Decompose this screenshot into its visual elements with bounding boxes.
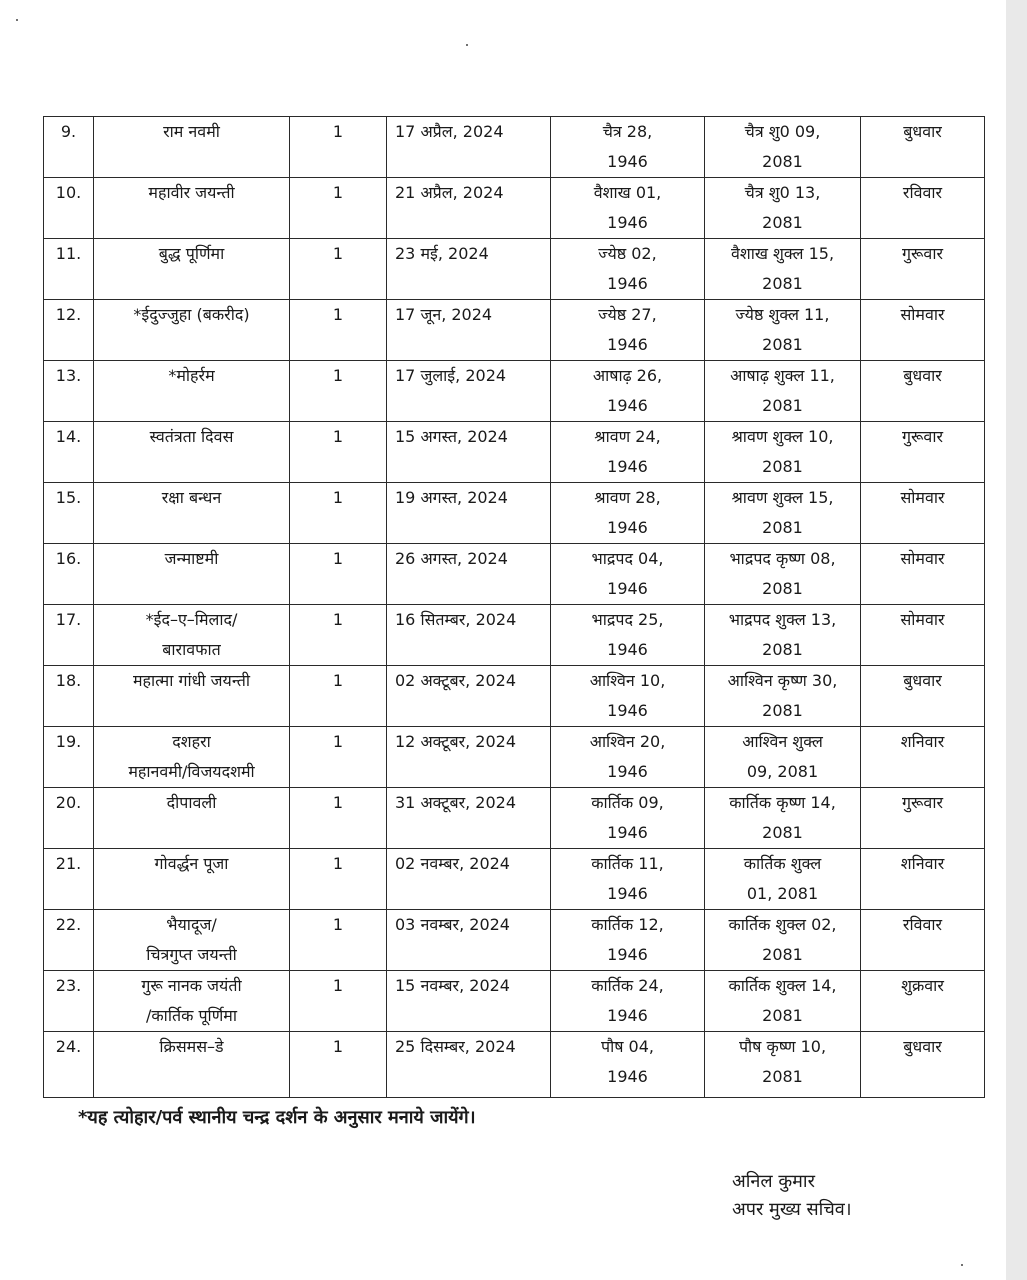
holiday-name-line: गुरू नानक जयंती (141, 976, 242, 995)
shaka-date-cell (551, 483, 705, 544)
serial-number-cell: 21. (44, 849, 94, 910)
vikram-samvat-line: 2081 (762, 579, 803, 598)
shaka-date-line: कार्तिक 12, (591, 915, 664, 934)
signatory-designation: अपर मुख्य सचिव। (732, 1199, 852, 1220)
days-count-cell: 1 (290, 422, 387, 483)
days-count-cell: 1 (290, 1032, 387, 1098)
shaka-date-line: आश्विन 20, (589, 732, 666, 751)
date-cell: 17 जुलाई, 2024 (387, 361, 551, 422)
vikram-samvat-cell (705, 849, 861, 910)
date-cell: 23 मई, 2024 (387, 239, 551, 300)
table-row (44, 910, 985, 971)
holiday-name-cell (94, 910, 290, 971)
vikram-samvat-cell (705, 422, 861, 483)
date-cell: 25 दिसम्बर, 2024 (387, 1032, 551, 1098)
holiday-name-line: /कार्तिक पूर्णिमा (146, 1006, 237, 1025)
holiday-name-cell (94, 544, 290, 605)
shaka-date-line: भाद्रपद 25, (591, 610, 664, 629)
vikram-samvat-cell (705, 239, 861, 300)
shaka-date-line: भाद्रपद 04, (591, 549, 664, 568)
table-row (44, 483, 985, 544)
shaka-date-line: श्रावण 24, (594, 427, 661, 446)
holiday-name-line: भैयादूज/ (166, 915, 217, 934)
days-count-cell: 1 (290, 910, 387, 971)
holiday-name-cell (94, 727, 290, 788)
vikram-samvat-line: 2081 (762, 396, 803, 415)
shaka-date-line: कार्तिक 09, (591, 793, 664, 812)
holiday-name-line: चित्रगुप्त जयन्ती (146, 945, 237, 964)
holiday-name-cell (94, 422, 290, 483)
vikram-samvat-line: 2081 (762, 701, 803, 720)
vikram-samvat-line: 2081 (762, 457, 803, 476)
date-cell: 12 अक्टूबर, 2024 (387, 727, 551, 788)
shaka-date-line: 1946 (607, 701, 648, 720)
shaka-date-cell (551, 971, 705, 1032)
shaka-date-line: चैत्र 28, (602, 122, 653, 141)
shaka-date-cell (551, 239, 705, 300)
serial-number-cell: 11. (44, 239, 94, 300)
vikram-samvat-line: चैत्र शु0 13, (744, 183, 821, 202)
weekday-cell: गुरूवार (861, 788, 985, 849)
table-row (44, 117, 985, 178)
vikram-samvat-line: श्रावण शुक्ल 15, (731, 488, 834, 507)
holiday-name-line: *ईदुज्जुहा (बकरीद) (133, 305, 250, 324)
vikram-samvat-line: 2081 (762, 1067, 803, 1086)
shaka-date-line: 1946 (607, 945, 648, 964)
table-row (44, 727, 985, 788)
vikram-samvat-cell (705, 727, 861, 788)
scan-speck (16, 19, 18, 21)
table-row (44, 849, 985, 910)
holiday-name-line: महानवमी/विजयदशमी (128, 762, 255, 781)
weekday-cell: रविवार (861, 178, 985, 239)
holiday-name-line: दीपावली (166, 793, 217, 812)
holiday-table (43, 116, 985, 1098)
vikram-samvat-line: 2081 (762, 823, 803, 842)
shaka-date-cell (551, 422, 705, 483)
vikram-samvat-cell (705, 483, 861, 544)
serial-number-cell: 12. (44, 300, 94, 361)
holiday-name-cell (94, 361, 290, 422)
serial-number-cell: 15. (44, 483, 94, 544)
vikram-samvat-line: 2081 (762, 152, 803, 171)
vikram-samvat-cell (705, 971, 861, 1032)
days-count-cell: 1 (290, 971, 387, 1032)
weekday-cell: शनिवार (861, 849, 985, 910)
days-count-cell: 1 (290, 300, 387, 361)
vikram-samvat-cell (705, 605, 861, 666)
footnote: *यह त्योहार/पर्व स्थानीय चन्द्र दर्शन के अनुसार मनाये जायेंगे। (78, 1107, 476, 1128)
shaka-date-cell (551, 361, 705, 422)
shaka-date-cell (551, 1032, 705, 1098)
table-row (44, 422, 985, 483)
vikram-samvat-line: आश्विन कृष्ण 30, (727, 671, 838, 690)
vikram-samvat-line: 2081 (762, 335, 803, 354)
date-cell: 15 नवम्बर, 2024 (387, 971, 551, 1032)
serial-number-cell: 10. (44, 178, 94, 239)
serial-number-cell: 18. (44, 666, 94, 727)
vikram-samvat-line: चैत्र शु0 09, (744, 122, 821, 141)
shaka-date-line: 1946 (607, 213, 648, 232)
signatory-block (732, 1168, 852, 1224)
holiday-name-line: बुद्ध पूर्णिमा (158, 244, 225, 263)
vikram-samvat-line: 2081 (762, 213, 803, 232)
shaka-date-cell (551, 544, 705, 605)
vikram-samvat-line: वैशाख शुक्ल 15, (730, 244, 835, 263)
shaka-date-line: 1946 (607, 1006, 648, 1025)
vikram-samvat-line: 09, 2081 (746, 762, 819, 781)
shaka-date-line: पौष 04, (600, 1037, 654, 1056)
shaka-date-line: 1946 (607, 823, 648, 842)
holiday-name-line: रक्षा बन्धन (161, 488, 222, 507)
holiday-name-line: महात्मा गांधी जयन्ती (132, 671, 251, 690)
holiday-name-line: *मोहर्रम (168, 366, 215, 385)
serial-number-cell: 20. (44, 788, 94, 849)
holiday-name-cell (94, 483, 290, 544)
shaka-date-line: ज्येष्ठ 02, (598, 244, 657, 263)
vikram-samvat-cell (705, 666, 861, 727)
holiday-name-cell (94, 239, 290, 300)
date-cell: 16 सितम्बर, 2024 (387, 605, 551, 666)
vikram-samvat-line: कार्तिक शुक्ल (743, 854, 822, 873)
vikram-samvat-cell (705, 1032, 861, 1098)
holiday-name-line: राम नवमी (163, 122, 220, 141)
table-row (44, 544, 985, 605)
holiday-name-cell (94, 849, 290, 910)
shaka-date-line: ज्येष्ठ 27, (598, 305, 657, 324)
vikram-samvat-line: श्रावण शुक्ल 10, (731, 427, 834, 446)
vikram-samvat-line: पौष कृष्ण 10, (738, 1037, 827, 1056)
shaka-date-line: 1946 (607, 762, 648, 781)
shaka-date-cell (551, 178, 705, 239)
shaka-date-line: 1946 (607, 457, 648, 476)
shaka-date-line: 1946 (607, 274, 648, 293)
vikram-samvat-line: 2081 (762, 1006, 803, 1025)
weekday-cell: सोमवार (861, 544, 985, 605)
shaka-date-line: 1946 (607, 396, 648, 415)
days-count-cell: 1 (290, 239, 387, 300)
table-row (44, 178, 985, 239)
shaka-date-line: 1946 (607, 152, 648, 171)
shaka-date-cell (551, 849, 705, 910)
vikram-samvat-line: भाद्रपद कृष्ण 08, (729, 549, 836, 568)
holiday-name-cell (94, 666, 290, 727)
vikram-samvat-line: ज्येष्ठ शुक्ल 11, (735, 305, 830, 324)
shaka-date-cell (551, 605, 705, 666)
vikram-samvat-cell (705, 910, 861, 971)
shaka-date-line: वैशाख 01, (593, 183, 662, 202)
date-cell: 02 अक्टूबर, 2024 (387, 666, 551, 727)
vikram-samvat-line: कार्तिक शुक्ल 14, (728, 976, 837, 995)
date-cell: 03 नवम्बर, 2024 (387, 910, 551, 971)
vikram-samvat-cell (705, 544, 861, 605)
shaka-date-cell (551, 788, 705, 849)
weekday-cell: शुक्रवार (861, 971, 985, 1032)
vikram-samvat-line: 2081 (762, 640, 803, 659)
table-row (44, 605, 985, 666)
shaka-date-line: 1946 (607, 518, 648, 537)
shaka-date-line: कार्तिक 11, (591, 854, 664, 873)
table-row (44, 239, 985, 300)
holiday-name-cell (94, 788, 290, 849)
shaka-date-cell (551, 910, 705, 971)
holiday-table-body (44, 117, 985, 1098)
shaka-date-cell (551, 666, 705, 727)
holiday-name-cell (94, 971, 290, 1032)
vikram-samvat-line: आश्विन शुक्ल (742, 732, 823, 751)
date-cell: 02 नवम्बर, 2024 (387, 849, 551, 910)
vikram-samvat-cell (705, 117, 861, 178)
serial-number-cell: 9. (44, 117, 94, 178)
holiday-name-cell (94, 605, 290, 666)
vikram-samvat-line: भाद्रपद शुक्ल 13, (728, 610, 837, 629)
holiday-name-line: महावीर जयन्ती (148, 183, 235, 202)
serial-number-cell: 23. (44, 971, 94, 1032)
days-count-cell: 1 (290, 117, 387, 178)
weekday-cell: बुधवार (861, 1032, 985, 1098)
date-cell: 21 अप्रैल, 2024 (387, 178, 551, 239)
vikram-samvat-line: 01, 2081 (746, 884, 819, 903)
vikram-samvat-cell (705, 300, 861, 361)
weekday-cell: बुधवार (861, 117, 985, 178)
serial-number-cell: 13. (44, 361, 94, 422)
vikram-samvat-line: आषाढ़ शुक्ल 11, (730, 366, 835, 385)
signatory-name: अनिल कुमार (732, 1171, 815, 1192)
days-count-cell: 1 (290, 849, 387, 910)
days-count-cell: 1 (290, 666, 387, 727)
shaka-date-line: आश्विन 10, (589, 671, 666, 690)
shaka-date-line: श्रावण 28, (594, 488, 661, 507)
vikram-samvat-line: 2081 (762, 518, 803, 537)
scan-speck (466, 44, 468, 46)
holiday-name-cell (94, 1032, 290, 1098)
date-cell: 31 अक्टूबर, 2024 (387, 788, 551, 849)
days-count-cell: 1 (290, 788, 387, 849)
weekday-cell: सोमवार (861, 300, 985, 361)
table-row (44, 361, 985, 422)
days-count-cell: 1 (290, 483, 387, 544)
holiday-name-line: स्वतंत्रता दिवस (149, 427, 234, 446)
vikram-samvat-line: कार्तिक कृष्ण 14, (729, 793, 836, 812)
holiday-name-line: दशहरा (172, 732, 211, 751)
date-cell: 17 जून, 2024 (387, 300, 551, 361)
holiday-name-cell (94, 117, 290, 178)
vikram-samvat-line: कार्तिक शुक्ल 02, (728, 915, 837, 934)
serial-number-cell: 24. (44, 1032, 94, 1098)
weekday-cell: सोमवार (861, 483, 985, 544)
shaka-date-line: 1946 (607, 640, 648, 659)
vikram-samvat-cell (705, 788, 861, 849)
days-count-cell: 1 (290, 361, 387, 422)
holiday-name-line: गोवर्द्धन पूजा (154, 854, 229, 873)
table-row (44, 788, 985, 849)
weekday-cell: शनिवार (861, 727, 985, 788)
table-row (44, 666, 985, 727)
shaka-date-line: आषाढ़ 26, (592, 366, 663, 385)
holiday-name-line: बारावफात (162, 640, 221, 659)
holiday-name-line: जन्माष्टमी (164, 549, 219, 568)
serial-number-cell: 14. (44, 422, 94, 483)
date-cell: 15 अगस्त, 2024 (387, 422, 551, 483)
weekday-cell: सोमवार (861, 605, 985, 666)
serial-number-cell: 17. (44, 605, 94, 666)
date-cell: 19 अगस्त, 2024 (387, 483, 551, 544)
weekday-cell: बुधवार (861, 361, 985, 422)
shaka-date-line: 1946 (607, 579, 648, 598)
serial-number-cell: 19. (44, 727, 94, 788)
scan-speck (961, 1264, 963, 1266)
serial-number-cell: 22. (44, 910, 94, 971)
days-count-cell: 1 (290, 727, 387, 788)
weekday-cell: गुरूवार (861, 422, 985, 483)
weekday-cell: रविवार (861, 910, 985, 971)
table-row (44, 300, 985, 361)
shaka-date-line: 1946 (607, 884, 648, 903)
holiday-name-cell (94, 178, 290, 239)
table-row (44, 971, 985, 1032)
shaka-date-line: 1946 (607, 335, 648, 354)
shaka-date-cell (551, 727, 705, 788)
holiday-name-line: क्रिसमस–डे (159, 1037, 224, 1056)
serial-number-cell: 16. (44, 544, 94, 605)
date-cell: 17 अप्रैल, 2024 (387, 117, 551, 178)
holiday-name-cell (94, 300, 290, 361)
shaka-date-cell (551, 117, 705, 178)
weekday-cell: गुरूवार (861, 239, 985, 300)
days-count-cell: 1 (290, 178, 387, 239)
vikram-samvat-cell (705, 361, 861, 422)
days-count-cell: 1 (290, 544, 387, 605)
table-row (44, 1032, 985, 1098)
date-cell: 26 अगस्त, 2024 (387, 544, 551, 605)
shaka-date-cell (551, 300, 705, 361)
shaka-date-line: कार्तिक 24, (591, 976, 664, 995)
holiday-name-line: *ईद–ए–मिलाद/ (145, 610, 238, 629)
days-count-cell: 1 (290, 605, 387, 666)
weekday-cell: बुधवार (861, 666, 985, 727)
vikram-samvat-cell (705, 178, 861, 239)
vikram-samvat-line: 2081 (762, 274, 803, 293)
vikram-samvat-line: 2081 (762, 945, 803, 964)
shaka-date-line: 1946 (607, 1067, 648, 1086)
